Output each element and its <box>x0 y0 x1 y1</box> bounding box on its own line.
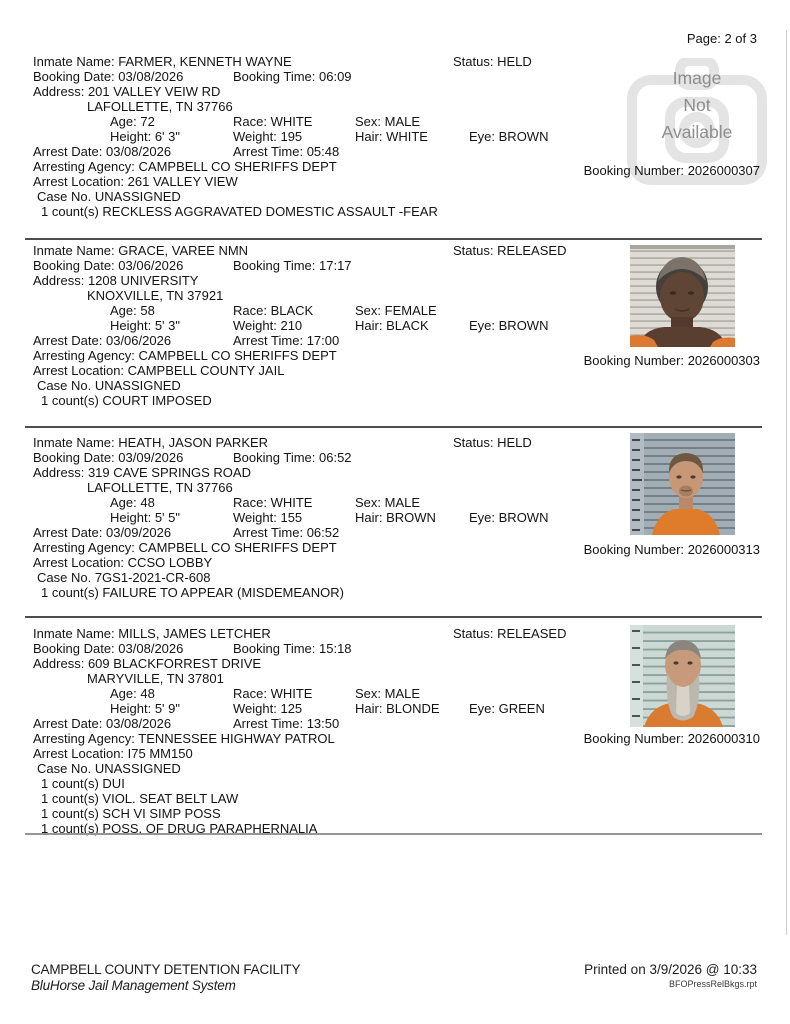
case-no-label: Case No. <box>37 378 92 393</box>
case-no-label: Case No. <box>37 761 92 776</box>
age-label: Age: <box>110 495 137 510</box>
status-label: Status: <box>453 243 494 258</box>
charge-line: 1 count(s) SCH VI SIMP POSS <box>41 806 221 821</box>
page-number: Page: 2 of 3 <box>686 31 757 46</box>
arresting-agency-label: Arresting Agency: <box>33 540 135 555</box>
arresting-agency-label: Arresting Agency: <box>33 159 135 174</box>
arrest-time-label: Arrest Time: <box>233 525 304 540</box>
arrest-time-value: 17:00 <box>306 333 340 348</box>
booking-number-value: 2026000307 <box>687 163 760 178</box>
status-label: Status: <box>453 626 494 641</box>
weight-label: Weight: <box>233 701 277 716</box>
eye-value: BROWN <box>498 129 549 144</box>
report-filename: BFOPressRelBkgs.rpt <box>668 979 757 989</box>
eye-label: Eye: <box>469 318 496 333</box>
image-not-available-text: Image <box>672 68 722 88</box>
case-no-label: Case No. <box>37 189 92 204</box>
address-city: KNOXVILLE, TN 37921 <box>87 288 224 303</box>
arrest-time-value: 06:52 <box>306 525 340 540</box>
eye-value: BROWN <box>498 318 549 333</box>
mugshot-photo <box>630 625 735 727</box>
address-city: LAFOLLETTE, TN 37766 <box>87 480 233 495</box>
arresting-agency-value: CAMPBELL CO SHERIFFS DEPT <box>138 159 337 174</box>
height-value: 5' 5" <box>154 510 180 525</box>
age-label: Age: <box>110 114 137 129</box>
eye-label: Eye: <box>469 510 496 525</box>
weight-label: Weight: <box>233 129 277 144</box>
charge-line: 1 count(s) POSS. OF DRUG PARAPHERNALIA <box>41 821 318 836</box>
height-label: Height: <box>110 510 152 525</box>
case-no-value: 7GS1-2021-CR-608 <box>94 570 211 585</box>
address-city: LAFOLLETTE, TN 37766 <box>87 99 233 114</box>
page-edge-line <box>786 30 787 935</box>
booking-time-label: Booking Time: <box>233 641 316 656</box>
hair-label: Hair: <box>355 318 383 333</box>
arrest-date-label: Arrest Date: <box>33 333 103 348</box>
race-label: Race: <box>233 686 267 701</box>
record-divider <box>25 426 762 428</box>
arresting-agency-value: TENNESSEE HIGHWAY PATROL <box>138 731 335 746</box>
status-label: Status: <box>453 54 494 69</box>
weight-label: Weight: <box>233 510 277 525</box>
arrest-date-value: 03/08/2026 <box>105 716 172 731</box>
arrest-location-label: Arrest Location: <box>33 363 125 378</box>
booking-number-label: Booking Number: <box>583 353 685 368</box>
arrest-location-label: Arrest Location: <box>33 174 125 189</box>
booking-date-value: 03/08/2026 <box>118 69 184 84</box>
height-value: 5' 3" <box>154 318 180 333</box>
weight-label: Weight: <box>233 318 277 333</box>
sex-value: MALE <box>384 114 421 129</box>
sex-label: Sex: <box>355 303 382 318</box>
arrest-location-value: CCSO LOBBY <box>127 555 213 570</box>
system-name: BluHorse Jail Management System <box>31 978 236 993</box>
arrest-date-label: Arrest Date: <box>33 144 103 159</box>
inmate-name-label: Inmate Name: <box>33 435 115 450</box>
race-value: WHITE <box>270 495 313 510</box>
race-value: WHITE <box>270 686 313 701</box>
arrest-location-value: 261 VALLEY VIEW <box>127 174 238 189</box>
record-divider <box>25 833 762 835</box>
hair-label: Hair: <box>355 129 383 144</box>
inmate-name-label: Inmate Name: <box>33 54 115 69</box>
inmate-name-value: GRACE, VAREE NMN <box>118 243 249 258</box>
eye-label: Eye: <box>469 129 496 144</box>
address-value: 609 BLACKFORREST DRIVE <box>87 656 262 671</box>
arrest-date-value: 03/08/2026 <box>105 144 172 159</box>
age-value: 72 <box>140 114 155 129</box>
sex-label: Sex: <box>355 495 382 510</box>
height-value: 5' 9" <box>154 701 180 716</box>
age-value: 48 <box>140 495 155 510</box>
height-label: Height: <box>110 701 152 716</box>
arresting-agency-value: CAMPBELL CO SHERIFFS DEPT <box>138 348 337 363</box>
booking-date-value: 03/09/2026 <box>118 450 184 465</box>
height-label: Height: <box>110 318 152 333</box>
booking-time-value: 06:09 <box>319 69 352 84</box>
sex-value: FEMALE <box>384 303 437 318</box>
inmate-name-label: Inmate Name: <box>33 626 115 641</box>
booking-date-label: Booking Date: <box>33 69 115 84</box>
weight-value: 125 <box>280 701 303 716</box>
status-value: HELD <box>497 435 532 450</box>
height-label: Height: <box>110 129 152 144</box>
case-no-value: UNASSIGNED <box>94 189 181 204</box>
booking-date-label: Booking Date: <box>33 258 115 273</box>
eye-value: BROWN <box>498 510 549 525</box>
booking-date-value: 03/06/2026 <box>118 258 184 273</box>
status-value: RELEASED <box>497 243 567 258</box>
hair-value: BLACK <box>386 318 429 333</box>
race-value: BLACK <box>270 303 314 318</box>
case-no-value: UNASSIGNED <box>94 378 181 393</box>
booking-time-value: 17:17 <box>319 258 352 273</box>
mugshot-photo <box>630 245 735 347</box>
arrest-time-value: 13:50 <box>306 716 340 731</box>
sex-value: MALE <box>384 686 421 701</box>
address-city: MARYVILLE, TN 37801 <box>87 671 224 686</box>
arrest-date-label: Arrest Date: <box>33 716 103 731</box>
booking-time-label: Booking Time: <box>233 258 316 273</box>
age-value: 48 <box>140 686 155 701</box>
race-value: WHITE <box>270 114 313 129</box>
arrest-location-label: Arrest Location: <box>33 555 125 570</box>
hair-value: BROWN <box>386 510 436 525</box>
arrest-time-label: Arrest Time: <box>233 716 304 731</box>
charge-line: 1 count(s) VIOL. SEAT BELT LAW <box>41 791 239 806</box>
hair-label: Hair: <box>355 701 383 716</box>
case-no-label: Case No. <box>37 570 92 585</box>
age-value: 58 <box>140 303 155 318</box>
arresting-agency-label: Arresting Agency: <box>33 348 135 363</box>
hair-value: WHITE <box>386 129 428 144</box>
arresting-agency-label: Arresting Agency: <box>33 731 135 746</box>
booking-date-label: Booking Date: <box>33 641 115 656</box>
booking-number-value: 2026000303 <box>687 353 760 368</box>
race-label: Race: <box>233 114 267 129</box>
booking-time-value: 15:18 <box>319 641 352 656</box>
case-no-value: UNASSIGNED <box>94 761 181 776</box>
arrest-date-value: 03/09/2026 <box>105 525 172 540</box>
booking-number-label: Booking Number: <box>583 163 685 178</box>
arrest-location-value: CAMPBELL COUNTY JAIL <box>127 363 285 378</box>
eye-label: Eye: <box>469 701 496 716</box>
arrest-date-label: Arrest Date: <box>33 525 103 540</box>
mugshot-photo <box>630 433 735 535</box>
status-label: Status: <box>453 435 494 450</box>
facility-name: CAMPBELL COUNTY DETENTION FACILITY <box>31 962 301 977</box>
arrest-date-value: 03/06/2026 <box>105 333 172 348</box>
booking-time-label: Booking Time: <box>233 69 316 84</box>
address-label: Address: <box>33 656 85 671</box>
booking-number-label: Booking Number: <box>583 542 685 557</box>
race-label: Race: <box>233 303 267 318</box>
inmate-name-value: FARMER, KENNETH WAYNE <box>118 54 292 69</box>
height-value: 6' 3" <box>154 129 180 144</box>
booking-date-value: 03/08/2026 <box>118 641 184 656</box>
hair-label: Hair: <box>355 510 383 525</box>
address-label: Address: <box>33 273 85 288</box>
age-label: Age: <box>110 686 137 701</box>
booking-time-value: 06:52 <box>319 450 352 465</box>
arrest-time-label: Arrest Time: <box>233 333 304 348</box>
address-label: Address: <box>33 465 85 480</box>
charge-line: 1 count(s) COURT IMPOSED <box>41 393 212 408</box>
inmate-name-label: Inmate Name: <box>33 243 115 258</box>
weight-value: 155 <box>280 510 303 525</box>
eye-value: GREEN <box>498 701 545 716</box>
arresting-agency-value: CAMPBELL CO SHERIFFS DEPT <box>138 540 337 555</box>
charge-line: 1 count(s) FAILURE TO APPEAR (MISDEMEANOR) <box>41 585 344 600</box>
inmate-name-value: HEATH, JASON PARKER <box>118 435 269 450</box>
arrest-time-label: Arrest Time: <box>233 144 304 159</box>
arrest-time-value: 05:48 <box>306 144 340 159</box>
address-label: Address: <box>33 84 85 99</box>
weight-value: 195 <box>280 129 303 144</box>
weight-value: 210 <box>280 318 303 333</box>
arrest-location-label: Arrest Location: <box>33 746 125 761</box>
image-not-available-text: Available <box>661 122 733 142</box>
status-value: RELEASED <box>497 626 567 641</box>
inmate-name-value: MILLS, JAMES LETCHER <box>118 626 271 641</box>
record-divider <box>25 616 762 618</box>
charge-line: 1 count(s) RECKLESS AGGRAVATED DOMESTIC ASSAULT -FEAR <box>41 204 438 219</box>
address-value: 1208 UNIVERSITY <box>87 273 199 288</box>
booking-date-label: Booking Date: <box>33 450 115 465</box>
booking-number-value: 2026000313 <box>687 542 760 557</box>
booking-time-label: Booking Time: <box>233 450 316 465</box>
sex-value: MALE <box>384 495 421 510</box>
hair-value: BLONDE <box>386 701 440 716</box>
printed-timestamp: Printed on 3/9/2026 @ 10:33 <box>584 962 757 977</box>
sex-label: Sex: <box>355 686 382 701</box>
booking-number-label: Booking Number: <box>583 731 685 746</box>
charge-line: 1 count(s) DUI <box>41 776 125 791</box>
arrest-location-value: I75 MM150 <box>127 746 193 761</box>
record-divider <box>25 238 762 240</box>
sex-label: Sex: <box>355 114 382 129</box>
address-value: 201 VALLEY VEIW RD <box>87 84 221 99</box>
booking-number-value: 2026000310 <box>687 731 760 746</box>
image-not-available-text: Not <box>683 95 711 115</box>
age-label: Age: <box>110 303 137 318</box>
race-label: Race: <box>233 495 267 510</box>
address-value: 319 CAVE SPRINGS ROAD <box>87 465 251 480</box>
status-value: HELD <box>497 54 532 69</box>
